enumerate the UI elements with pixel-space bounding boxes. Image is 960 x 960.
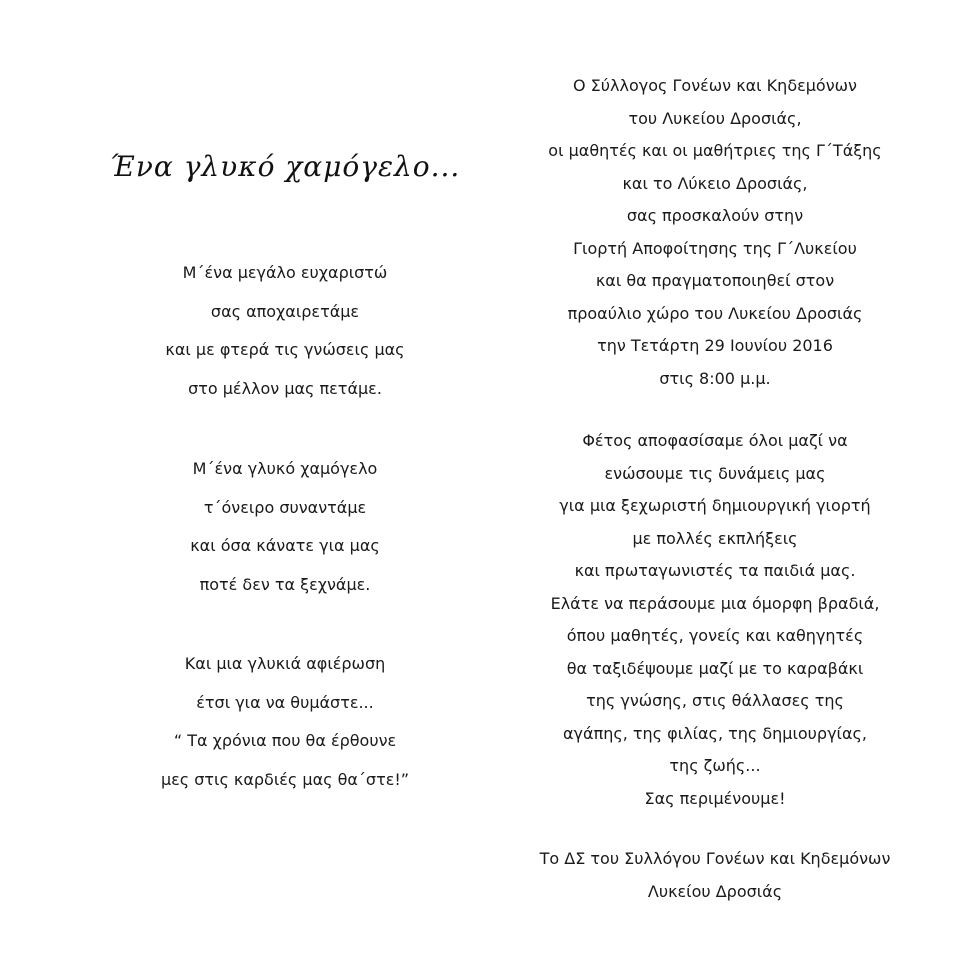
invitation-line: οι μαθητές και οι μαθήτριες της Γ΄Τάξης [548,141,882,160]
poem-line: στο μέλλον μας πετάμε. [188,378,382,398]
poem-line: μες στις καρδιές μας θα΄στε!” [160,769,410,789]
poem-stanza-1 [60,254,510,408]
poem-line: τ΄όνειρο συναντάμε [203,497,367,517]
poem-column [60,0,510,960]
poem-line: και με φτερά τις γνώσεις μας [165,340,405,359]
signature-line: Το ΔΣ του Συλλόγου Γονέων και Κηδεμόνων [539,849,891,868]
invitation-line: και θα πραγματοποιηθεί στον [595,271,835,290]
invitation-line: Γιορτή Αποφοίτησης της Γ΄Λυκείου [573,238,857,258]
message-line: αγάπης, της φιλίας, της δημιουργίας, [563,723,867,743]
signature-text [485,843,945,908]
message-line: Ελάτε να περάσουμε μια όμορφη βραδιά, [550,593,880,613]
message-line: της γνώσης, στις θάλλασες της [586,691,844,710]
invitation-line: του Λυκείου Δροσιάς, [628,108,802,128]
invitation-text [485,70,945,395]
poem-line: “ Τα χρόνια που θα έρθουνε [173,731,397,750]
invitation-line: Ο Σύλλογος Γονέων και Κηδεμόνων [572,76,857,95]
invitation-line: την Τετάρτη 29 Ιουνίου 2016 [597,336,833,355]
poem-line: Και μια γλυκιά αφιέρωση [184,654,386,673]
message-line: και πρωταγωνιστές τα παιδιά μας. [574,561,856,580]
poem-line: σας αποχαιρετάμε [210,301,360,321]
message-line: ενώσουμε τις δυνάμεις μας [604,463,826,483]
poem-stanza-2 [60,450,510,604]
message-line: για μια ξεχωριστή δημιουργική γιορτή [559,496,871,515]
poem-title: Ένα γλυκό χαμόγελο... [109,150,461,183]
message-line: θα ταξιδέψουμε μαζί με το καραβάκι [566,658,864,678]
poem-line: Μ΄ένα γλυκό χαμόγελο [192,459,378,478]
poem-line: έτσι για να θυμάστε... [196,692,374,712]
signature-line: Λυκείου Δροσιάς [647,881,783,901]
poem-line: και όσα κάνατε για μας [190,536,380,555]
message-line: της ζωής... [669,756,761,775]
message-line: με πολλές εκπλήξεις [632,528,798,548]
message-line: όπου μαθητές, γονείς και καθηγητές [566,626,864,645]
invitation-line: σας προσκαλούν στην [626,206,804,225]
invitation-line: και το Λύκειο Δροσιάς, [622,173,808,193]
message-line: Σας περιμένουμε! [644,788,786,808]
message-line: Φέτος αποφασίσαμε όλοι μαζί να [582,431,848,450]
poem-line: Μ΄ένα μεγάλο ευχαριστώ [182,263,388,282]
message-text [485,425,945,815]
invitation-column [485,0,945,960]
poem-line: ποτέ δεν τα ξεχνάμε. [199,574,371,594]
invitation-line: στις 8:00 μ.μ. [659,368,771,388]
invitation-line: προαύλιο χώρο του Λυκείου Δροσιάς [567,303,863,323]
poem-stanza-3 [60,645,510,799]
